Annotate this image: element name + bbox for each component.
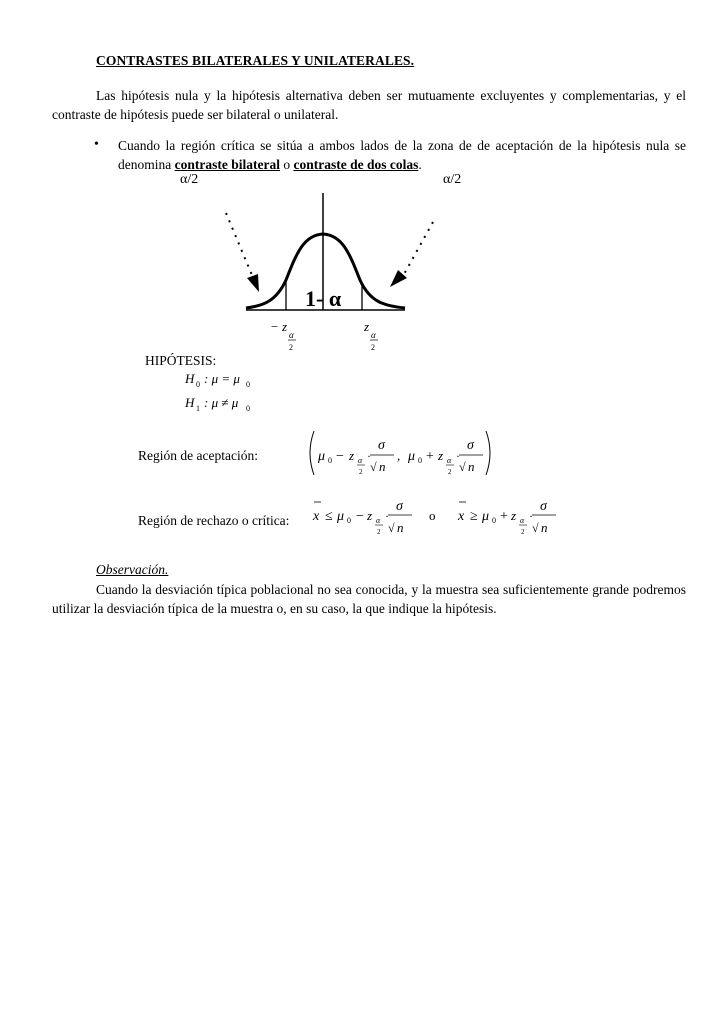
svg-text:μ: μ bbox=[318, 449, 326, 464]
center-label: 1- α bbox=[305, 286, 342, 311]
svg-text:0: 0 bbox=[347, 516, 351, 525]
svg-text:z: z bbox=[511, 508, 517, 523]
svg-text:−: − bbox=[356, 509, 364, 524]
svg-text:√: √ bbox=[388, 521, 395, 535]
svg-text:α: α bbox=[447, 456, 452, 465]
intro-paragraph: Las hipótesis nula y la hipótesis alternativa deben ser mutuamente excluyentes y complementarias, y el contraste de hipótesis puede ser bilateral o unilateral. bbox=[52, 88, 686, 122]
svg-text:n: n bbox=[468, 459, 475, 474]
bullet-text-start: Cuando la región crítica se sitúa a ambos lados de la zona de de aceptación de la hipótesis nula se denomina bbox=[118, 138, 686, 172]
svg-text:√: √ bbox=[459, 460, 466, 474]
dotted-arrow-left bbox=[226, 213, 254, 280]
svg-text:α: α bbox=[376, 516, 381, 525]
pos-z-sub-den: 2 bbox=[371, 343, 375, 352]
svg-text:μ: μ bbox=[408, 449, 416, 464]
svg-text:σ: σ bbox=[396, 499, 403, 514]
svg-text:n: n bbox=[397, 520, 404, 535]
svg-text:n: n bbox=[379, 459, 386, 474]
alpha-half-left: α/2 bbox=[180, 172, 199, 187]
svg-text:2: 2 bbox=[359, 468, 363, 476]
svg-text:≥: ≥ bbox=[470, 509, 478, 524]
h1-sub: 1 bbox=[196, 404, 200, 413]
arrow-head-right-icon bbox=[390, 270, 407, 287]
bullet-icon: • bbox=[94, 137, 99, 152]
svg-text:+: + bbox=[426, 449, 434, 464]
pos-z-label: z bbox=[364, 319, 370, 334]
svg-text:√: √ bbox=[370, 460, 377, 474]
h0-sub: 0 bbox=[196, 380, 200, 389]
svg-text:z: z bbox=[438, 448, 444, 463]
svg-text:σ: σ bbox=[540, 499, 547, 514]
keyword-contraste-dos-colas: contraste de dos colas bbox=[293, 157, 419, 172]
keyword-contraste-bilateral: contraste bilateral bbox=[174, 157, 280, 172]
alpha-half-right: α/2 bbox=[443, 172, 462, 187]
svg-text:α: α bbox=[520, 516, 525, 525]
svg-text:z: z bbox=[367, 508, 373, 523]
svg-text:·: · bbox=[456, 449, 460, 463]
bullet-conjunction: o bbox=[279, 157, 294, 172]
svg-text:,: , bbox=[397, 448, 401, 463]
svg-text:μ: μ bbox=[337, 509, 345, 524]
svg-text:α: α bbox=[358, 456, 363, 465]
svg-text:·: · bbox=[385, 509, 389, 523]
svg-text:0: 0 bbox=[418, 456, 422, 465]
svg-text:μ: μ bbox=[482, 509, 490, 524]
svg-text:+: + bbox=[500, 509, 508, 524]
svg-text:−: − bbox=[336, 449, 344, 464]
acceptance-interval-formula bbox=[300, 425, 510, 485]
h1-symbol: H bbox=[185, 395, 195, 410]
h0-relation: : μ = μ bbox=[204, 371, 240, 386]
h1-relation-sub: 0 bbox=[246, 404, 250, 413]
svg-text:2: 2 bbox=[377, 528, 381, 536]
bullet-end: . bbox=[418, 157, 422, 172]
rejection-region-formula bbox=[305, 494, 565, 544]
svg-text:·: · bbox=[367, 449, 371, 463]
svg-text:√: √ bbox=[532, 521, 539, 535]
normal-distribution-figure bbox=[0, 0, 728, 360]
svg-text:z: z bbox=[349, 448, 355, 463]
observation-title: Observación. bbox=[96, 562, 169, 577]
rejection-or: o bbox=[429, 508, 436, 523]
svg-text:σ: σ bbox=[467, 438, 474, 453]
svg-text:·: · bbox=[529, 509, 533, 523]
svg-text:x: x bbox=[313, 509, 320, 524]
svg-text:n: n bbox=[541, 520, 548, 535]
svg-text:x: x bbox=[458, 509, 465, 524]
h1-relation: : μ ≠ μ bbox=[204, 395, 239, 410]
rejection-label: Región de rechazo o crítica: bbox=[138, 513, 290, 528]
dotted-arrow-right bbox=[403, 222, 433, 276]
svg-text:≤: ≤ bbox=[325, 509, 333, 524]
h0-relation-sub: 0 bbox=[246, 380, 250, 389]
page-title: CONTRASTES BILATERALES Y UNILATERALES. bbox=[96, 53, 415, 68]
h0-symbol: H bbox=[185, 371, 195, 386]
hypotheses-heading: HIPÓTESIS: bbox=[145, 353, 217, 368]
arrow-head-left-icon bbox=[247, 274, 259, 292]
neg-z-sub-num: α bbox=[289, 330, 294, 340]
observation-paragraph: Cuando la desviación típica poblacional no sea conocida, y la muestra sea suficientemente grande podremos utilizar la desviación típica de la muestra o, en su caso, la que indique la hipótesis. bbox=[52, 582, 686, 616]
hypotheses-formulas bbox=[0, 360, 728, 420]
neg-z-sub-den: 2 bbox=[289, 343, 293, 352]
pos-z-sub-num: α bbox=[371, 330, 376, 340]
svg-text:2: 2 bbox=[448, 468, 452, 476]
acceptance-label: Región de aceptación: bbox=[138, 448, 258, 463]
svg-text:2: 2 bbox=[521, 528, 525, 536]
svg-text:σ: σ bbox=[378, 438, 385, 453]
neg-z-label: − z bbox=[270, 319, 288, 334]
svg-text:0: 0 bbox=[492, 516, 496, 525]
svg-text:0: 0 bbox=[328, 456, 332, 465]
